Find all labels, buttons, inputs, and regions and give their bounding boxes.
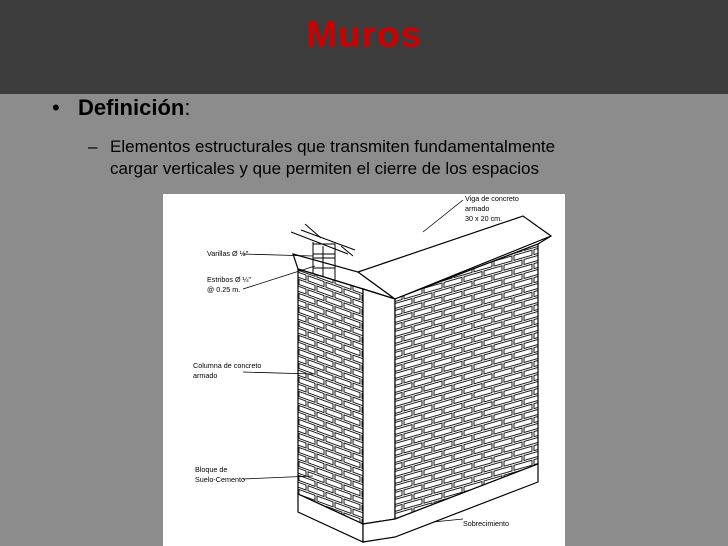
label-varillas: Varillas Ø ½"	[207, 249, 249, 258]
corner-column	[363, 289, 395, 524]
label-viga-1: Viga de concreto	[465, 194, 519, 203]
label-viga-3: 30 x 20 cm.	[465, 214, 503, 223]
label-estribos-2: @ 0.25 m.	[207, 285, 241, 294]
wall-diagram-svg	[163, 194, 565, 546]
wall-diagram-figure	[163, 194, 565, 546]
sub-bullet-dash: –	[88, 137, 98, 156]
label-sobrecimiento: Sobrecimiento	[463, 519, 509, 528]
left-wall	[293, 254, 373, 534]
label-columna-2: armado	[193, 371, 218, 380]
sub-bullet	[88, 136, 688, 180]
sub-bullet-line-1: Elementos estructurales que transmiten fundamentalmente	[110, 137, 556, 156]
bullet-definicion	[52, 95, 190, 121]
label-bloque-1: Bloque de	[195, 465, 228, 474]
slide-title: Muros	[306, 14, 422, 55]
sub-bullet-line-2: cargar verticales y que permiten el cierre de los espacios	[110, 159, 539, 178]
label-bloque-2: Suelo-Cemento	[195, 475, 245, 484]
label-viga-2: armado	[465, 204, 490, 213]
bullet-dot-icon: •	[52, 95, 60, 120]
label-columna-1: Columna de concreto	[193, 361, 262, 370]
bullet-colon: :	[184, 95, 191, 120]
bullet-bold-text: Definición	[78, 95, 185, 120]
label-estribos-1: Estribos Ø ¼"	[207, 275, 252, 284]
